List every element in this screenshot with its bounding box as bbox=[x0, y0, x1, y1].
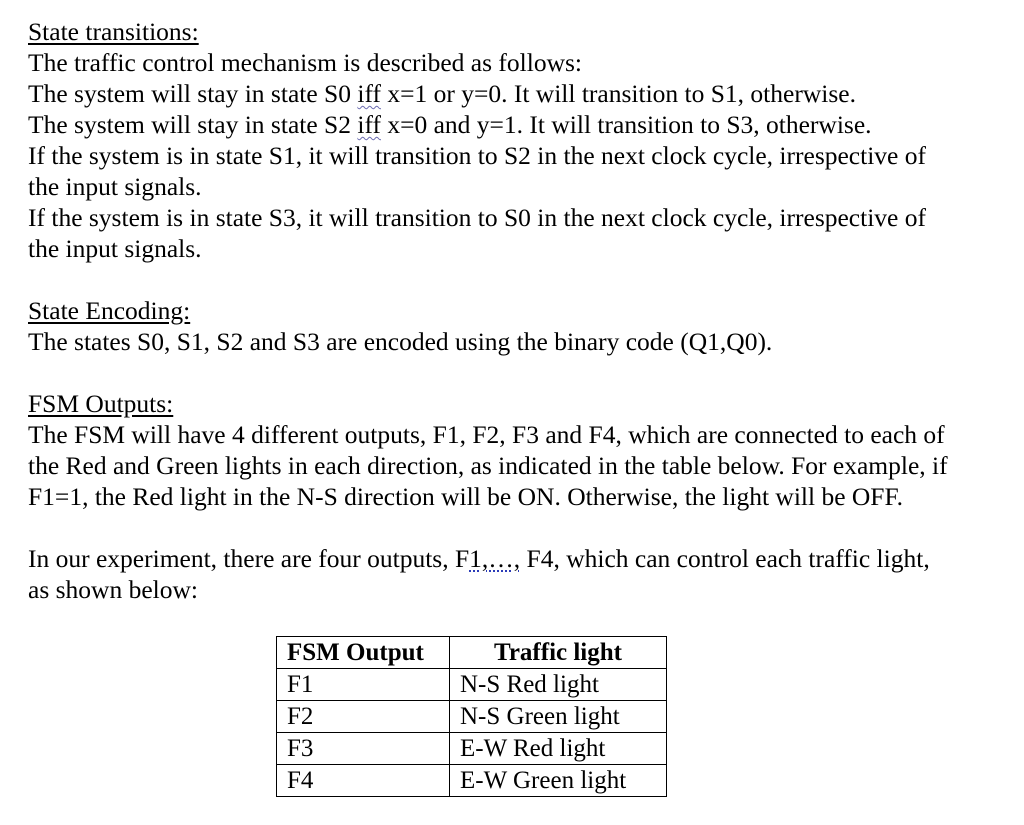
table-row bbox=[277, 701, 667, 733]
table-cell-output: F3 bbox=[277, 733, 450, 765]
fsm-outputs-line: F1=1, the Red light in the N-S direction will be ON. Otherwise, the light will be OFF. bbox=[28, 482, 904, 511]
state-transitions-intro: The traffic control mechanism is described as follows: bbox=[28, 48, 582, 77]
grammar-flag[interactable]: 1,…, bbox=[469, 544, 521, 573]
state-transitions-heading: State transitions: bbox=[28, 17, 199, 46]
fsm-outputs-line: the Red and Green lights in each direction, as indicated in the table below. For example, if bbox=[28, 451, 948, 480]
transition-rule-s1-line: the input signals. bbox=[28, 172, 202, 201]
table-cell-output: F4 bbox=[277, 765, 450, 797]
table-cell-light: N-S Green light bbox=[450, 701, 667, 733]
fsm-outputs-section bbox=[28, 388, 1003, 512]
table-row bbox=[277, 669, 667, 701]
transition-rule-s3-line: the input signals. bbox=[28, 234, 202, 263]
table-cell-light: E-W Red light bbox=[450, 733, 667, 765]
table-row bbox=[277, 765, 667, 797]
table-cell-output: F2 bbox=[277, 701, 450, 733]
state-encoding-text: The states S0, S1, S2 and S3 are encoded using the binary code (Q1,Q0). bbox=[28, 327, 773, 356]
spellcheck-flag[interactable]: iff bbox=[357, 110, 381, 139]
column-header: FSM Output bbox=[277, 637, 450, 669]
experiment-text: F4, which can control each traffic light, bbox=[520, 544, 930, 573]
document-body bbox=[28, 16, 1003, 605]
state-encoding-heading: State Encoding: bbox=[28, 296, 191, 325]
transition-rule-s1-line: If the system is in state S1, it will transition to S2 in the next clock cycle, irrespective of bbox=[28, 141, 926, 170]
rule-text: x=0 and y=1. It will transition to S3, otherwise. bbox=[380, 110, 872, 139]
transition-rule-s0 bbox=[28, 78, 1003, 109]
state-encoding-section bbox=[28, 295, 1003, 357]
rule-text: The system will stay in state S0 bbox=[28, 79, 358, 108]
table-cell-light: E-W Green light bbox=[450, 765, 667, 797]
spellcheck-flag[interactable]: iff bbox=[357, 79, 381, 108]
transition-rule-s2 bbox=[28, 109, 1003, 140]
experiment-section bbox=[28, 543, 1003, 605]
experiment-line bbox=[28, 543, 1003, 574]
rule-text: The system will stay in state S2 bbox=[28, 110, 358, 139]
experiment-line: as shown below: bbox=[28, 575, 198, 604]
fsm-outputs-heading: FSM Outputs: bbox=[28, 389, 174, 418]
column-header: Traffic light bbox=[450, 637, 667, 669]
transition-rule-s3-line: If the system is in state S3, it will transition to S0 in the next clock cycle, irrespective of bbox=[28, 203, 926, 232]
table-cell-output: F1 bbox=[277, 669, 450, 701]
state-transitions-section bbox=[28, 16, 1003, 264]
experiment-text: In our experiment, there are four outputs, F bbox=[28, 544, 470, 573]
rule-text: x=1 or y=0. It will transition to S1, otherwise. bbox=[380, 79, 856, 108]
fsm-output-table bbox=[276, 636, 667, 797]
table-row bbox=[277, 733, 667, 765]
fsm-outputs-line: The FSM will have 4 different outputs, F1, F2, F3 and F4, which are connected to each of bbox=[28, 420, 945, 449]
table-cell-light: N-S Red light bbox=[450, 669, 667, 701]
table-header-row bbox=[277, 637, 667, 669]
